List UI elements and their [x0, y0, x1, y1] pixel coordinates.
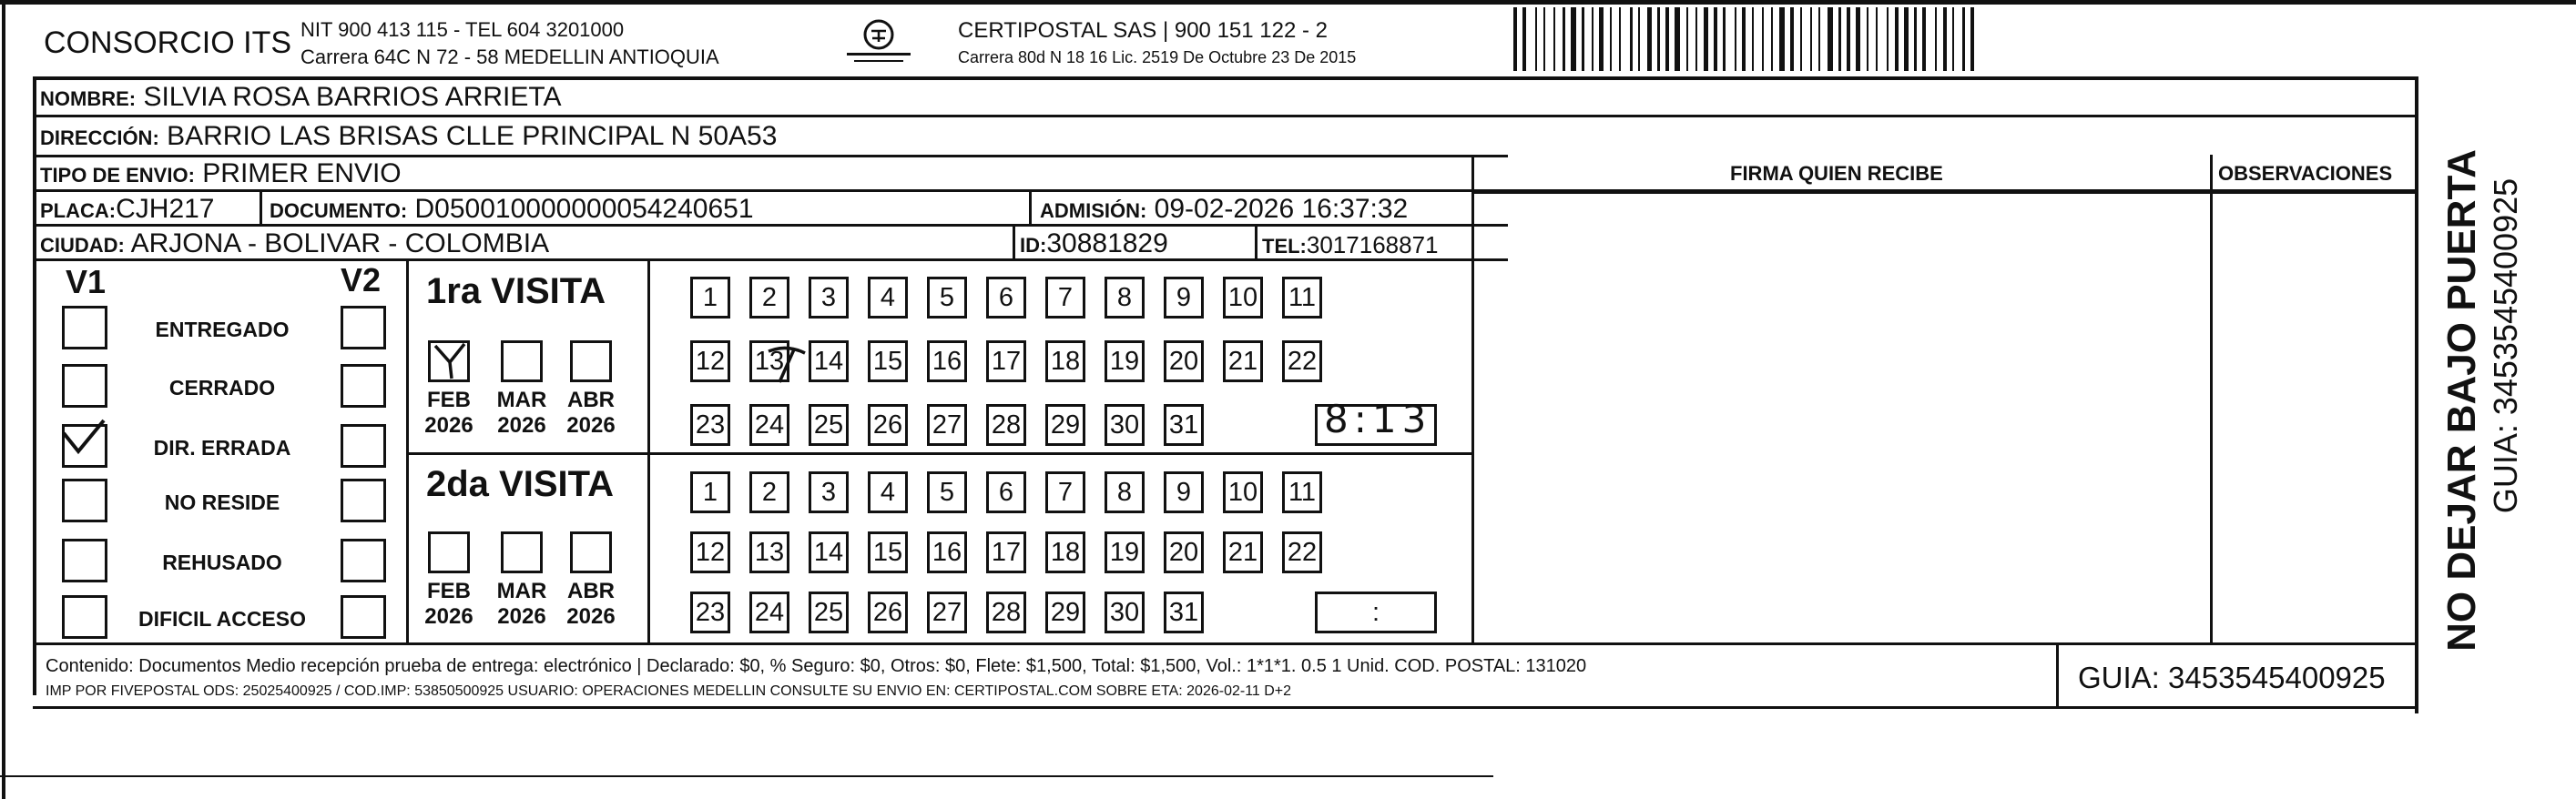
first-visit-day-box[interactable]: 7 [1045, 277, 1085, 319]
city-row [40, 230, 549, 258]
second-visit-day-box[interactable]: 27 [927, 592, 967, 633]
barcode-bar [1571, 7, 1576, 71]
barcode-bar [1828, 7, 1833, 71]
barcode-bar [1962, 7, 1965, 71]
second-visit-day-box[interactable]: 12 [690, 531, 730, 573]
status-option-label: DIFICIL ACCESO [137, 607, 306, 631]
barcode-bar [1847, 7, 1850, 71]
handwritten-day-mark [763, 340, 810, 388]
barcode-bar [1735, 7, 1736, 71]
tel-row [1262, 233, 1439, 257]
barcode-bar [1638, 7, 1640, 71]
certipostal-logo [838, 18, 920, 73]
side-guia: GUIA: 3453545400925 [2487, 177, 2524, 514]
first-visit-title: 1ra VISITA [426, 271, 606, 311]
status-option-label: ENTREGADO [155, 318, 290, 341]
first-visit-day-box[interactable]: 4 [868, 277, 908, 319]
shipment-barcode [1513, 5, 2233, 71]
barcode-bar [1762, 7, 1764, 71]
barcode-bar [1790, 7, 1794, 71]
second-visit-day-box[interactable]: 23 [690, 592, 730, 633]
barcode-bar [1647, 7, 1652, 71]
barcode-bar [1535, 7, 1537, 71]
second-visit-day-box[interactable]: 20 [1164, 531, 1204, 573]
second-visit-day-box[interactable]: 30 [1105, 592, 1145, 633]
company-nit: NIT 900 413 115 - TEL 604 3201000 [300, 18, 625, 41]
id-row [1020, 230, 1168, 258]
second-visit-day-box[interactable]: 10 [1223, 471, 1263, 513]
first-visit-day-box[interactable]: 5 [927, 277, 967, 319]
first-visit-day-box[interactable]: 8 [1105, 277, 1145, 319]
barcode-bar [1752, 7, 1754, 71]
first-visit-day-box[interactable]: 1 [690, 277, 730, 319]
barcode-bar [1665, 7, 1669, 71]
first-visit-day-box[interactable]: 3 [809, 277, 849, 319]
id-value: 30881829 [1046, 228, 1168, 258]
address-row [40, 123, 777, 150]
first-visit-day-box[interactable]: 28 [986, 404, 1026, 446]
barcode-bar [1922, 7, 1926, 71]
barcode-bar [1779, 7, 1785, 71]
barcode-bar [1771, 7, 1773, 71]
first-visit-day-box[interactable]: 24 [749, 404, 789, 446]
barcode-bar [1714, 7, 1717, 71]
first-visit-day-box[interactable]: 21 [1223, 340, 1263, 382]
handwritten-month-mark [428, 339, 472, 384]
second-visit-day-box[interactable]: 18 [1045, 531, 1085, 573]
ship-type-label: TIPO DE ENVIO: [40, 164, 195, 187]
second-visit-day-box[interactable]: 9 [1164, 471, 1204, 513]
barcode-bar [1582, 7, 1584, 71]
second-visit-day-box[interactable]: 7 [1045, 471, 1085, 513]
barcode-bar [1943, 7, 1947, 71]
second-visit-month-checkbox[interactable] [570, 531, 612, 573]
admission-value: 09-02-2026 16:37:32 [1154, 194, 1409, 224]
barcode-bar [1686, 7, 1688, 71]
barcode-bar [1630, 7, 1633, 71]
first-visit-day-box[interactable]: 2 [749, 277, 789, 319]
document-label: DOCUMENTO: [270, 199, 408, 222]
v2-checkbox[interactable] [341, 424, 386, 468]
barcode-bar [1675, 7, 1680, 71]
handwritten-time: 8:13 [1324, 397, 1432, 441]
contents-line: Contenido: Documentos Medio recepción prueba de entrega: electrónico | Declarado: $0, % Seguro: $0, Otros: $0, Flete: $1,500, Total: $1,500, Vol.: 1*1*1. 0.5 1 Unid. COD. POSTAL: 131020 [46, 656, 1587, 676]
guia-box-text: GUIA: 3453545400925 [2078, 661, 2386, 694]
v2-checkbox[interactable] [341, 364, 386, 408]
v2-checkbox[interactable] [341, 479, 386, 522]
address-label: DIRECCIÓN: [40, 126, 159, 149]
second-visit-day-box[interactable]: 8 [1105, 471, 1145, 513]
v1-label: V1 [66, 263, 107, 300]
first-visit-day-box[interactable]: 22 [1282, 340, 1322, 382]
second-visit-month-label: ABR 2026 [566, 579, 616, 629]
second-visit-day-box[interactable]: 31 [1164, 592, 1204, 633]
second-visit-day-box[interactable]: 28 [986, 592, 1026, 633]
barcode-bar [1856, 7, 1860, 71]
second-visit-time-box[interactable]: : [1315, 592, 1437, 633]
v1-checkbox[interactable] [62, 364, 107, 408]
barcode-bar [1895, 7, 1899, 71]
barcode-bar [1904, 7, 1909, 71]
barcode-bar [1952, 7, 1954, 71]
second-visit-month-label: MAR 2026 [496, 579, 547, 629]
barcode-bar [1553, 7, 1555, 71]
second-visit-day-box[interactable]: 17 [986, 531, 1026, 573]
tel-value: 3017168871 [1306, 231, 1439, 258]
barcode-bar [1695, 7, 1697, 71]
barcode-bar [1610, 7, 1612, 71]
second-visit-day-box[interactable]: 22 [1282, 531, 1322, 573]
second-visit-day-box[interactable]: 5 [927, 471, 967, 513]
first-visit-day-box[interactable]: 10 [1223, 277, 1263, 319]
first-visit-day-box[interactable]: 20 [1164, 340, 1204, 382]
first-visit-month-checkbox[interactable] [570, 340, 612, 382]
plate-label: PLACA: [40, 199, 117, 222]
ship-type-value: PRIMER ENVIO [202, 158, 402, 188]
handwritten-check-v1 [56, 415, 111, 460]
second-visit-day-box[interactable]: 29 [1045, 592, 1085, 633]
first-visit-day-box[interactable]: 18 [1045, 340, 1085, 382]
second-visit-day-box[interactable]: 15 [868, 531, 908, 573]
first-visit-day-box[interactable]: 25 [809, 404, 849, 446]
tel-label: TEL: [1262, 235, 1307, 258]
barcode-bar [1810, 7, 1812, 71]
first-visit-day-box[interactable]: 23 [690, 404, 730, 446]
company-address: Carrera 64C N 72 - 58 MEDELLIN ANTIOQUIA [300, 46, 719, 68]
barcode-bar [1742, 7, 1746, 71]
admission-row [1040, 196, 1408, 223]
document-value: D050010000000054240651 [414, 194, 754, 224]
signature-header: FIRMA QUIEN RECIBE [1730, 162, 1943, 185]
barcode-bar [1522, 7, 1526, 71]
v2-checkbox[interactable] [341, 595, 386, 639]
first-visit-day-box[interactable]: 12 [690, 340, 730, 382]
barcode-bar [1800, 7, 1802, 71]
second-visit-month-checkbox[interactable] [428, 531, 470, 573]
first-visit-day-box[interactable]: 31 [1164, 404, 1204, 446]
first-visit-day-box[interactable]: 16 [927, 340, 967, 382]
v2-checkbox[interactable] [341, 539, 386, 582]
company-name: CONSORCIO ITS [44, 25, 292, 60]
v1-checkbox[interactable] [62, 539, 107, 582]
barcode-bar [1543, 7, 1545, 71]
first-visit-month-checkbox[interactable] [501, 340, 543, 382]
v1-checkbox[interactable] [62, 479, 107, 522]
v2-label: V2 [341, 261, 382, 298]
barcode-bar [1818, 7, 1820, 71]
document-row [270, 196, 754, 223]
second-visit-day-box[interactable]: 2 [749, 471, 789, 513]
recipient-address: BARRIO LAS BRISAS CLLE PRINCIPAL N 50A53 [167, 121, 778, 151]
barcode-bar [1887, 7, 1889, 71]
second-visit-day-box[interactable]: 21 [1223, 531, 1263, 573]
first-visit-day-box[interactable]: 9 [1164, 277, 1204, 319]
first-visit-day-box[interactable]: 17 [986, 340, 1026, 382]
first-visit-month-label: MAR 2026 [496, 388, 547, 438]
courier-license: Carrera 80d N 18 16 Lic. 2519 De Octubre 23 De 2015 [958, 48, 1357, 66]
name-row [40, 84, 562, 111]
first-visit-day-box[interactable]: 30 [1105, 404, 1145, 446]
second-visit-day-box[interactable]: 11 [1282, 471, 1322, 513]
courier-name: CERTIPOSTAL SAS | 900 151 122 - 2 [958, 18, 1328, 43]
city-value: ARJONA - BOLIVAR - COLOMBIA [130, 228, 550, 258]
barcode-bar [1563, 7, 1565, 71]
barcode-bar [1867, 7, 1868, 71]
first-visit-day-box[interactable]: 11 [1282, 277, 1322, 319]
first-visit-day-box[interactable]: 13 [749, 340, 789, 382]
barcode-bar [1599, 7, 1604, 71]
first-visit-day-box[interactable]: 15 [868, 340, 908, 382]
recipient-name: SILVIA ROSA BARRIOS ARRIETA [143, 82, 562, 112]
barcode-bar [1619, 7, 1621, 71]
second-visit-day-box[interactable]: 13 [749, 531, 789, 573]
barcode-bar [1970, 7, 1974, 71]
second-visit-day-box[interactable]: 6 [986, 471, 1026, 513]
barcode-bar [1657, 7, 1660, 71]
second-visit-day-box[interactable]: 25 [809, 592, 849, 633]
v1-checkbox[interactable] [62, 306, 107, 349]
second-visit-day-box[interactable]: 4 [868, 471, 908, 513]
first-visit-month-label: FEB 2026 [424, 388, 473, 438]
barcode-bar [1838, 7, 1841, 71]
barcode-bar [1876, 7, 1878, 71]
second-visit-day-box[interactable]: 1 [690, 471, 730, 513]
second-visit-day-box[interactable]: 3 [809, 471, 849, 513]
imp-line: IMP POR FIVEPOSTAL ODS: 25025400925 / COD.IMP: 53850500925 USUARIO: OPERACIONES MEDELLIN CONSULTE SU ENVIO EN: CERTIPOSTAL.COM SOBRE ETA: 2026-02-11 D+2 [46, 683, 1292, 699]
status-option-label: CERRADO [168, 376, 276, 400]
barcode-bar [1935, 7, 1937, 71]
second-visit-day-box[interactable]: 26 [868, 592, 908, 633]
second-visit-month-checkbox[interactable] [501, 531, 543, 573]
id-label: ID: [1020, 234, 1047, 257]
first-visit-day-box[interactable]: 27 [927, 404, 967, 446]
barcode-bar [1592, 7, 1593, 71]
barcode-bar [1914, 7, 1917, 71]
barcode-bar [1704, 7, 1708, 71]
plate-row [40, 196, 215, 223]
status-option-label: DIR. ERRADA [153, 436, 291, 460]
city-label: CIUDAD: [40, 234, 125, 257]
ship-type-row [40, 160, 402, 187]
status-option-label: REHUSADO [162, 551, 282, 574]
side-warning: NO DEJAR BAJO PUERTA [2439, 149, 2484, 652]
second-visit-day-box[interactable]: 24 [749, 592, 789, 633]
first-visit-day-box[interactable]: 29 [1045, 404, 1085, 446]
second-visit-title: 2da VISITA [426, 464, 614, 504]
second-visit-month-label: FEB 2026 [424, 579, 473, 629]
first-visit-day-box[interactable]: 6 [986, 277, 1026, 319]
first-visit-day-box[interactable]: 14 [809, 340, 849, 382]
first-visit-month-label: ABR 2026 [566, 388, 616, 438]
v2-checkbox[interactable] [341, 306, 386, 349]
first-visit-day-box[interactable]: 19 [1105, 340, 1145, 382]
plate-value: CJH217 [116, 194, 215, 224]
second-visit-day-box[interactable]: 19 [1105, 531, 1145, 573]
status-option-label: NO RESIDE [164, 491, 280, 514]
observations-header: OBSERVACIONES [2218, 162, 2393, 185]
second-visit-day-box[interactable]: 16 [927, 531, 967, 573]
barcode-bar [1513, 7, 1517, 71]
first-visit-day-box[interactable]: 26 [868, 404, 908, 446]
barcode-bar [1723, 7, 1726, 71]
name-label: NOMBRE: [40, 87, 137, 110]
admission-label: ADMISIÓN: [1040, 199, 1147, 222]
v1-checkbox[interactable] [62, 595, 107, 639]
second-visit-day-box[interactable]: 14 [809, 531, 849, 573]
